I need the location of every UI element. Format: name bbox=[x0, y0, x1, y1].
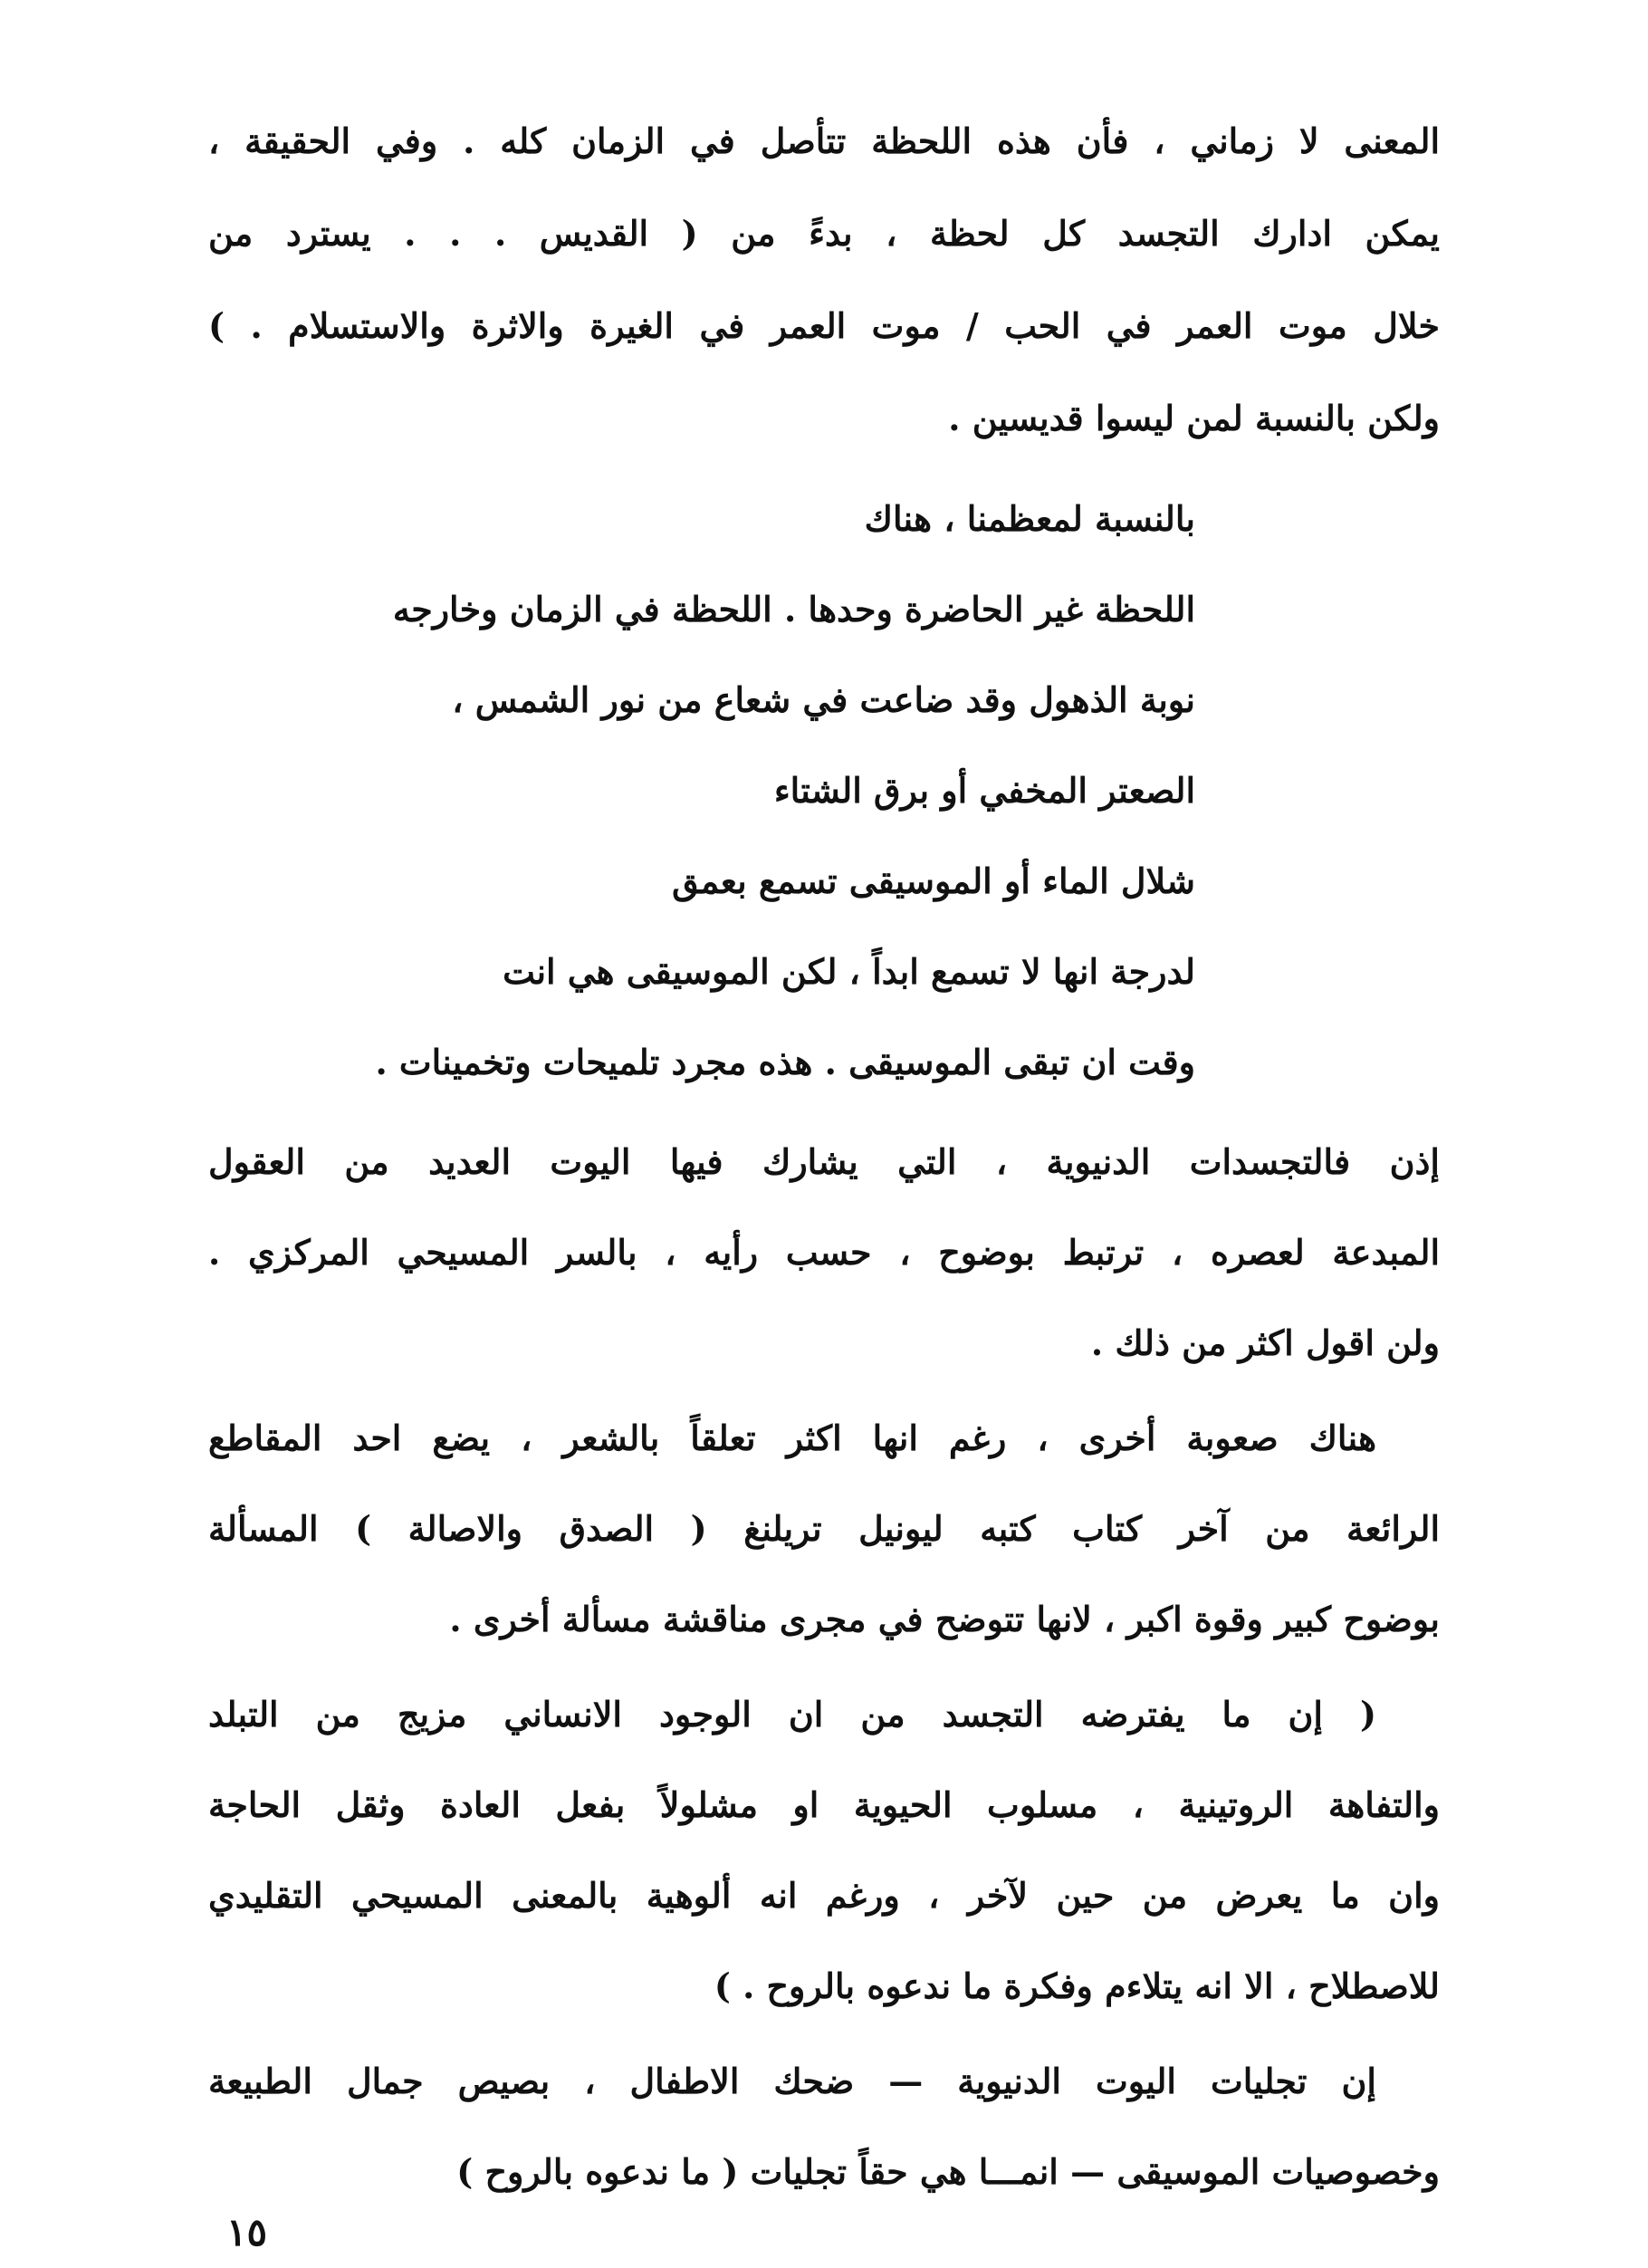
paragraph-4-line-2: والتفاهة الروتينية ، مسلوب الحيوية او مشلولاً بفعل العادة وثقل الحاجة bbox=[208, 1784, 1440, 1825]
paragraph-3-line-2: الرائعة من آخر كتاب كتبه ليونيل تريلنغ ( الصدق والاصالة ) المسألة bbox=[208, 1508, 1440, 1549]
paragraph-2-line-1: إذن فالتجسدات الدنيوية ، التي يشارك فيها اليوت العديد من العقول bbox=[208, 1141, 1440, 1182]
paragraph-1-line-1: المعنى لا زماني ، فأن هذه اللحظة تتأصل في الزمان كله . وفي الحقيقة ، bbox=[208, 120, 1440, 161]
paragraph-1-line-3: خلال موت العمر في الحب / موت العمر في الغيرة والاثرة والاستسلام . ) bbox=[208, 305, 1440, 346]
paragraph-4-line-3: وان ما يعرض من حين لآخر ، ورغم انه ألوهية بالمعنى المسيحي التقليدي bbox=[208, 1875, 1440, 1916]
paragraph-1-line-4: ولكن بالنسبة لمن ليسوا قديسين . bbox=[948, 398, 1440, 438]
paragraph-4-line-1: ( إن ما يفترضه التجسد من ان الوجود الانساني مزيج من التبلد bbox=[208, 1694, 1377, 1735]
paragraph-3-line-3: بوضوح كبير وقوة اكبر ، لانها تتوضح في مجرى مناقشة مسألة أخرى . bbox=[449, 1599, 1440, 1639]
verse-line-4: الصعتر المخفي أو برق الشتاء bbox=[773, 770, 1195, 811]
paragraph-2-line-3: ولن اقول اكثر من ذلك . bbox=[1090, 1322, 1440, 1363]
verse-line-1: بالنسبة لمعظمنا ، هناك bbox=[864, 498, 1195, 539]
verse-line-3: نوبة الذهول وقد ضاعت في شعاع من نور الشمس ، bbox=[452, 679, 1195, 720]
paragraph-5-line-2: وخصوصيات الموسيقى — انمـــا هي حقاً تجليات ( ما ندعوه بالروح ) bbox=[456, 2151, 1440, 2192]
page-number: ١٥ bbox=[226, 2210, 268, 2254]
paragraph-4-line-4: للاصطلاح ، الا انه يتلاءم وفكرة ما ندعوه بالروح . ) bbox=[714, 1965, 1440, 2006]
verse-line-2: اللحظة غير الحاضرة وحدها . اللحظة في الزمان وخارجه bbox=[392, 589, 1195, 629]
paragraph-5-line-1: إن تجليات اليوت الدنيوية — ضحك الاطفال ، بصيص جمال الطبيعة bbox=[208, 2061, 1376, 2101]
verse-line-5: شلال الماء أو الموسيقى تسمع بعمق bbox=[672, 860, 1195, 901]
verse-line-6: لدرجة انها لا تسمع ابداً ، لكن الموسيقى هي انت bbox=[503, 951, 1195, 992]
verse-line-7: وقت ان تبقى الموسيقى . هذه مجرد تلميحات وتخمينات . bbox=[375, 1042, 1195, 1082]
paragraph-2-line-2: المبدعة لعصره ، ترتبط بوضوح ، حسب رأيه ، بالسر المسيحي المركزي . bbox=[208, 1232, 1440, 1273]
paragraph-3-line-1: هناك صعوبة أخرى ، رغم انها اكثر تعلقاً بالشعر ، يضع احد المقاطع bbox=[208, 1418, 1376, 1458]
paragraph-1-line-2: يمكن ادارك التجسد كل لحظة ، بدءً من ( القديس . . . يسترد من bbox=[208, 213, 1440, 254]
